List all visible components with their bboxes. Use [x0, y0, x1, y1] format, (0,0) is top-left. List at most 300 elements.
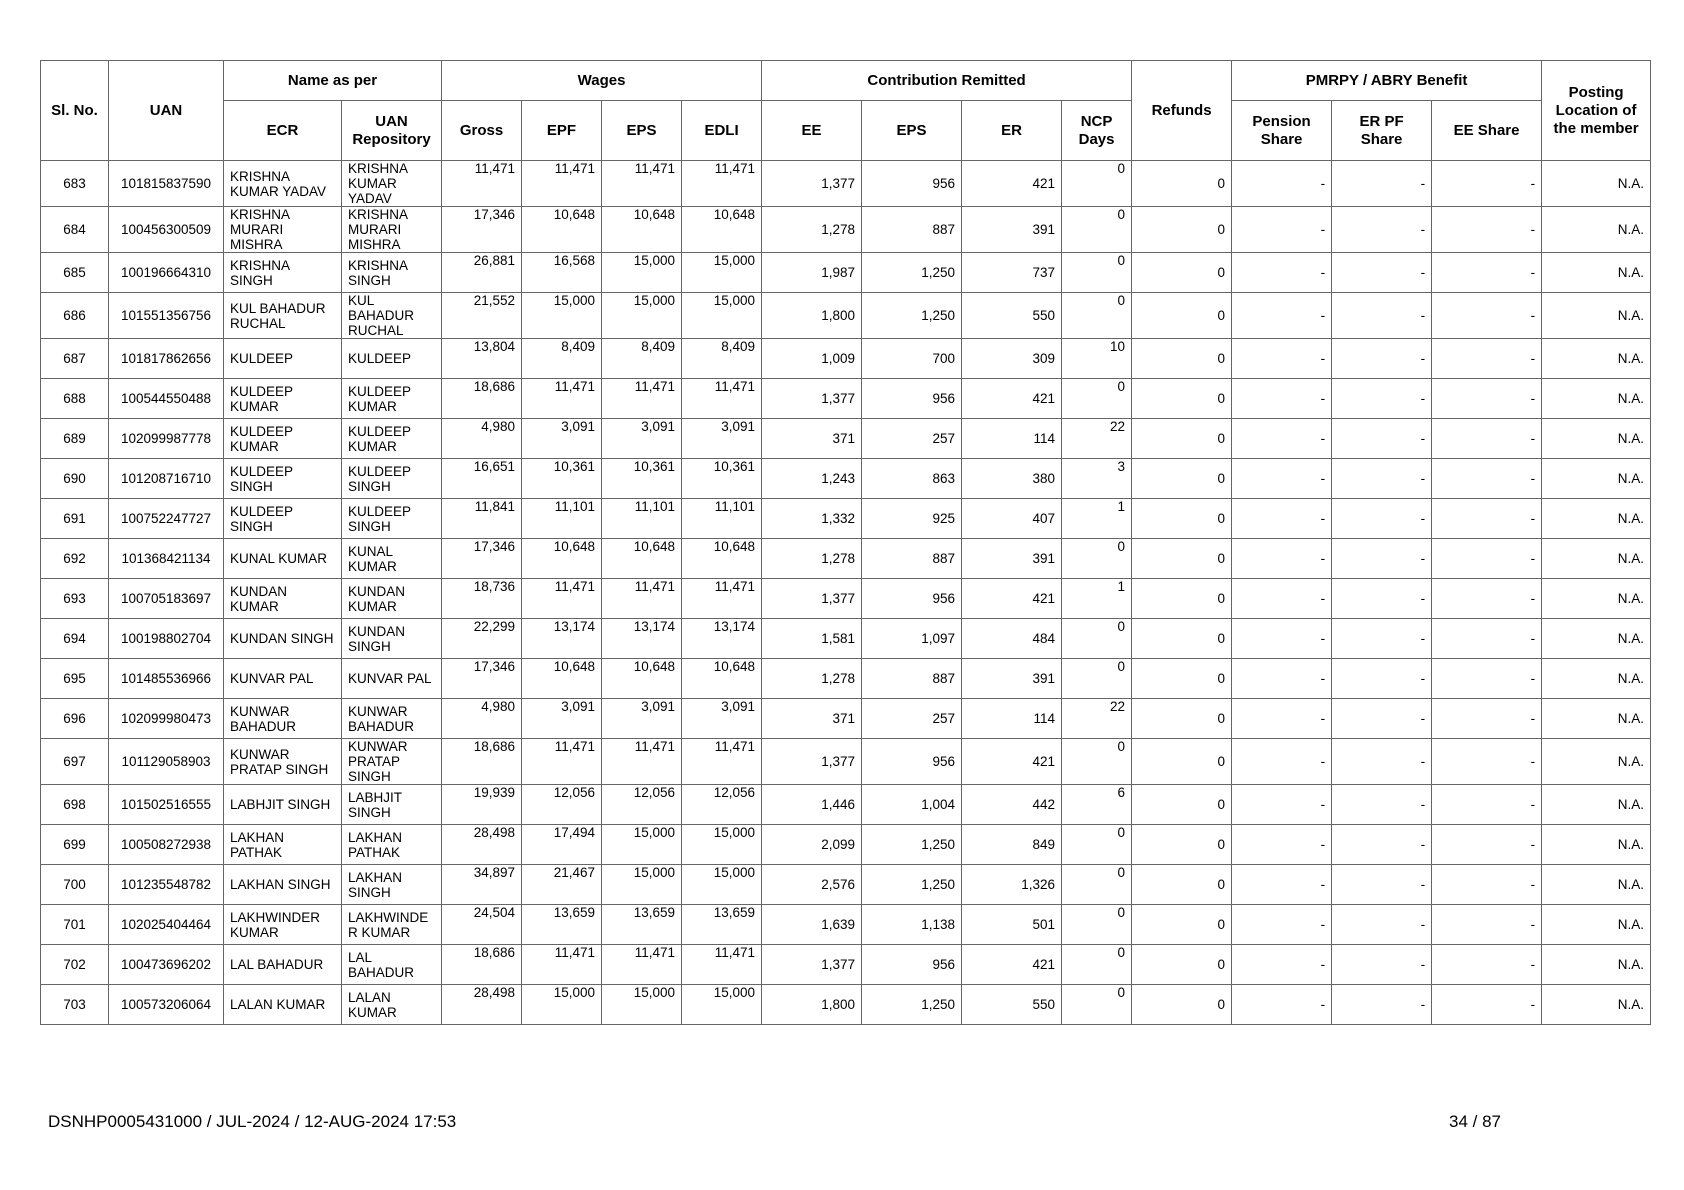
table-row — [41, 253, 1651, 293]
cell-ee: 1,377 — [762, 579, 862, 619]
cell-epf: 8,409 — [522, 339, 602, 379]
cell-name-ecr: KRISHNA MURARI MISHRA — [224, 207, 342, 253]
table-row — [41, 207, 1651, 253]
cell-uan: 102025404464 — [109, 905, 224, 945]
cell-pension-share: - — [1232, 253, 1332, 293]
cell-pension-share: - — [1232, 579, 1332, 619]
cell-ee: 1,377 — [762, 161, 862, 207]
cell-name-ecr: KUNWAR PRATAP SINGH — [224, 739, 342, 785]
cell-eps: 11,471 — [602, 945, 682, 985]
header-refunds: Refunds — [1132, 61, 1232, 161]
cell-gross: 17,346 — [442, 659, 522, 699]
cell-posting-location: N.A. — [1542, 253, 1651, 293]
cell-er: 737 — [962, 253, 1062, 293]
cell-epf: 15,000 — [522, 293, 602, 339]
cell-pension-share: - — [1232, 945, 1332, 985]
cell-posting-location: N.A. — [1542, 579, 1651, 619]
cell-sl-no: 699 — [41, 825, 109, 865]
cell-name-ecr: KULDEEP SINGH — [224, 499, 342, 539]
cell-epf: 10,648 — [522, 207, 602, 253]
table-row — [41, 985, 1651, 1025]
table-row — [41, 293, 1651, 339]
table-row — [41, 785, 1651, 825]
cell-uan: 100573206064 — [109, 985, 224, 1025]
cell-edli: 15,000 — [682, 253, 762, 293]
cell-ee-share: - — [1432, 293, 1542, 339]
cell-epf: 11,471 — [522, 579, 602, 619]
cell-ee: 1,332 — [762, 499, 862, 539]
table-row — [41, 339, 1651, 379]
cell-ee-share: - — [1432, 785, 1542, 825]
cell-er: 421 — [962, 161, 1062, 207]
cell-uan: 101551356756 — [109, 293, 224, 339]
cell-eps: 15,000 — [602, 825, 682, 865]
cell-refunds: 0 — [1132, 945, 1232, 985]
cell-name-ecr: LAL BAHADUR — [224, 945, 342, 985]
cell-posting-location: N.A. — [1542, 659, 1651, 699]
cell-refunds: 0 — [1132, 579, 1232, 619]
cell-posting-location: N.A. — [1542, 459, 1651, 499]
cell-er-pf-share: - — [1332, 785, 1432, 825]
cell-contribution-eps: 887 — [862, 659, 962, 699]
cell-er-pf-share: - — [1332, 825, 1432, 865]
cell-ee-share: - — [1432, 579, 1542, 619]
cell-edli: 13,659 — [682, 905, 762, 945]
table-row — [41, 419, 1651, 459]
cell-contribution-eps: 1,250 — [862, 865, 962, 905]
header-eps: EPS — [602, 101, 682, 161]
cell-er: 550 — [962, 985, 1062, 1025]
cell-pension-share: - — [1232, 785, 1332, 825]
cell-refunds: 0 — [1132, 985, 1232, 1025]
cell-ee-share: - — [1432, 825, 1542, 865]
cell-ee-share: - — [1432, 253, 1542, 293]
cell-ee-share: - — [1432, 161, 1542, 207]
cell-gross: 4,980 — [442, 699, 522, 739]
cell-ee-share: - — [1432, 699, 1542, 739]
cell-eps: 11,471 — [602, 379, 682, 419]
cell-uan: 101817862656 — [109, 339, 224, 379]
cell-contribution-eps: 1,250 — [862, 253, 962, 293]
cell-posting-location: N.A. — [1542, 699, 1651, 739]
cell-er: 380 — [962, 459, 1062, 499]
cell-contribution-eps: 956 — [862, 379, 962, 419]
cell-ee: 1,278 — [762, 207, 862, 253]
cell-name-ecr: KRISHNA KUMAR YADAV — [224, 161, 342, 207]
cell-sl-no: 695 — [41, 659, 109, 699]
cell-name-ecr: KUNDAN SINGH — [224, 619, 342, 659]
cell-posting-location: N.A. — [1542, 905, 1651, 945]
table-row — [41, 825, 1651, 865]
cell-name-ecr: LALAN KUMAR — [224, 985, 342, 1025]
cell-er-pf-share: - — [1332, 739, 1432, 785]
cell-uan: 100752247727 — [109, 499, 224, 539]
table-body — [41, 161, 1651, 1025]
cell-edli: 8,409 — [682, 339, 762, 379]
cell-refunds: 0 — [1132, 207, 1232, 253]
cell-posting-location: N.A. — [1542, 539, 1651, 579]
cell-ncp-days: 22 — [1062, 699, 1132, 739]
cell-posting-location: N.A. — [1542, 739, 1651, 785]
table-row — [41, 619, 1651, 659]
cell-er: 1,326 — [962, 865, 1062, 905]
cell-refunds: 0 — [1132, 161, 1232, 207]
table-row — [41, 659, 1651, 699]
cell-ncp-days: 1 — [1062, 579, 1132, 619]
cell-name-uan-repository: KUNDAN KUMAR — [342, 579, 442, 619]
cell-sl-no: 687 — [41, 339, 109, 379]
cell-posting-location: N.A. — [1542, 945, 1651, 985]
cell-sl-no: 689 — [41, 419, 109, 459]
cell-posting-location: N.A. — [1542, 379, 1651, 419]
cell-name-uan-repository: KULDEEP — [342, 339, 442, 379]
cell-refunds: 0 — [1132, 865, 1232, 905]
cell-edli: 15,000 — [682, 865, 762, 905]
cell-name-ecr: LAKHAN PATHAK — [224, 825, 342, 865]
cell-uan: 100508272938 — [109, 825, 224, 865]
cell-ee: 1,278 — [762, 659, 862, 699]
cell-epf: 15,000 — [522, 985, 602, 1025]
cell-eps: 13,659 — [602, 905, 682, 945]
cell-contribution-eps: 257 — [862, 699, 962, 739]
table-row — [41, 499, 1651, 539]
cell-ee: 1,377 — [762, 379, 862, 419]
cell-ncp-days: 0 — [1062, 619, 1132, 659]
cell-ee-share: - — [1432, 659, 1542, 699]
ecr-members-table — [40, 60, 1651, 1025]
cell-er: 484 — [962, 619, 1062, 659]
cell-uan: 101129058903 — [109, 739, 224, 785]
cell-epf: 11,101 — [522, 499, 602, 539]
header-uan-repository: UAN Repository — [342, 101, 442, 161]
table-row — [41, 865, 1651, 905]
cell-pension-share: - — [1232, 499, 1332, 539]
cell-sl-no: 688 — [41, 379, 109, 419]
cell-pension-share: - — [1232, 739, 1332, 785]
header-er: ER — [962, 101, 1062, 161]
cell-eps: 15,000 — [602, 865, 682, 905]
cell-uan: 101502516555 — [109, 785, 224, 825]
cell-refunds: 0 — [1132, 293, 1232, 339]
cell-contribution-eps: 1,004 — [862, 785, 962, 825]
cell-name-uan-repository: KUNWAR PRATAP SINGH — [342, 739, 442, 785]
cell-uan: 100473696202 — [109, 945, 224, 985]
cell-pension-share: - — [1232, 459, 1332, 499]
cell-pension-share: - — [1232, 659, 1332, 699]
cell-er: 391 — [962, 207, 1062, 253]
cell-eps: 8,409 — [602, 339, 682, 379]
cell-er: 391 — [962, 539, 1062, 579]
cell-ncp-days: 10 — [1062, 339, 1132, 379]
cell-name-uan-repository: KUNVAR PAL — [342, 659, 442, 699]
cell-gross: 17,346 — [442, 207, 522, 253]
cell-eps: 15,000 — [602, 293, 682, 339]
cell-edli: 15,000 — [682, 293, 762, 339]
cell-ee: 1,243 — [762, 459, 862, 499]
cell-er-pf-share: - — [1332, 459, 1432, 499]
cell-name-uan-repository: KUNAL KUMAR — [342, 539, 442, 579]
cell-pension-share: - — [1232, 293, 1332, 339]
cell-refunds: 0 — [1132, 339, 1232, 379]
cell-ee-share: - — [1432, 945, 1542, 985]
cell-name-ecr: KULDEEP KUMAR — [224, 379, 342, 419]
cell-er-pf-share: - — [1332, 865, 1432, 905]
page-number: 34 / 87 — [1449, 1112, 1501, 1131]
cell-posting-location: N.A. — [1542, 419, 1651, 459]
cell-epf: 11,471 — [522, 739, 602, 785]
cell-name-ecr: KUL BAHADUR RUCHAL — [224, 293, 342, 339]
cell-contribution-eps: 956 — [862, 579, 962, 619]
cell-epf: 11,471 — [522, 379, 602, 419]
cell-uan: 100196664310 — [109, 253, 224, 293]
cell-epf: 16,568 — [522, 253, 602, 293]
cell-eps: 11,101 — [602, 499, 682, 539]
cell-posting-location: N.A. — [1542, 499, 1651, 539]
cell-ee-share: - — [1432, 619, 1542, 659]
table-row — [41, 161, 1651, 207]
cell-contribution-eps: 1,250 — [862, 985, 962, 1025]
cell-eps: 15,000 — [602, 985, 682, 1025]
cell-sl-no: 700 — [41, 865, 109, 905]
cell-er-pf-share: - — [1332, 579, 1432, 619]
cell-ee-share: - — [1432, 739, 1542, 785]
cell-contribution-eps: 956 — [862, 945, 962, 985]
cell-posting-location: N.A. — [1542, 865, 1651, 905]
cell-gross: 11,471 — [442, 161, 522, 207]
cell-ee: 2,576 — [762, 865, 862, 905]
cell-refunds: 0 — [1132, 619, 1232, 659]
cell-er-pf-share: - — [1332, 499, 1432, 539]
cell-sl-no: 702 — [41, 945, 109, 985]
cell-ee-share: - — [1432, 459, 1542, 499]
cell-ee-share: - — [1432, 539, 1542, 579]
cell-er-pf-share: - — [1332, 699, 1432, 739]
cell-gross: 13,804 — [442, 339, 522, 379]
cell-refunds: 0 — [1132, 659, 1232, 699]
cell-posting-location: N.A. — [1542, 293, 1651, 339]
cell-eps: 13,174 — [602, 619, 682, 659]
cell-name-uan-repository: KRISHNA SINGH — [342, 253, 442, 293]
cell-pension-share: - — [1232, 419, 1332, 459]
cell-posting-location: N.A. — [1542, 825, 1651, 865]
cell-er-pf-share: - — [1332, 339, 1432, 379]
cell-refunds: 0 — [1132, 419, 1232, 459]
cell-gross: 28,498 — [442, 985, 522, 1025]
header-ee: EE — [762, 101, 862, 161]
cell-ee-share: - — [1432, 499, 1542, 539]
cell-pension-share: - — [1232, 161, 1332, 207]
cell-eps: 15,000 — [602, 253, 682, 293]
header-contribution-remitted: Contribution Remitted — [762, 61, 1132, 101]
cell-edli: 12,056 — [682, 785, 762, 825]
cell-sl-no: 685 — [41, 253, 109, 293]
cell-sl-no: 693 — [41, 579, 109, 619]
cell-name-ecr: KUNDAN KUMAR — [224, 579, 342, 619]
cell-pension-share: - — [1232, 905, 1332, 945]
cell-name-uan-repository: LALAN KUMAR — [342, 985, 442, 1025]
cell-epf: 10,361 — [522, 459, 602, 499]
cell-pension-share: - — [1232, 379, 1332, 419]
cell-ee-share: - — [1432, 985, 1542, 1025]
cell-contribution-eps: 1,250 — [862, 825, 962, 865]
table-row — [41, 379, 1651, 419]
cell-contribution-eps: 956 — [862, 739, 962, 785]
cell-er: 309 — [962, 339, 1062, 379]
cell-name-ecr: LAKHAN SINGH — [224, 865, 342, 905]
cell-epf: 10,648 — [522, 659, 602, 699]
cell-name-uan-repository: LABHJIT SINGH — [342, 785, 442, 825]
cell-sl-no: 691 — [41, 499, 109, 539]
cell-contribution-eps: 257 — [862, 419, 962, 459]
table-row — [41, 459, 1651, 499]
cell-ncp-days: 0 — [1062, 293, 1132, 339]
cell-gross: 17,346 — [442, 539, 522, 579]
cell-name-uan-repository: KUNDAN SINGH — [342, 619, 442, 659]
cell-contribution-eps: 863 — [862, 459, 962, 499]
cell-contribution-eps: 887 — [862, 539, 962, 579]
cell-ee-share: - — [1432, 379, 1542, 419]
header-epf: EPF — [522, 101, 602, 161]
cell-contribution-eps: 887 — [862, 207, 962, 253]
cell-uan: 102099987778 — [109, 419, 224, 459]
cell-ee-share: - — [1432, 905, 1542, 945]
cell-refunds: 0 — [1132, 459, 1232, 499]
cell-ncp-days: 0 — [1062, 945, 1132, 985]
header-name-as-per: Name as per — [224, 61, 442, 101]
cell-name-uan-repository: LAKHWINDE R KUMAR — [342, 905, 442, 945]
cell-ncp-days: 1 — [1062, 499, 1132, 539]
cell-er-pf-share: - — [1332, 293, 1432, 339]
cell-ee: 1,800 — [762, 293, 862, 339]
cell-uan: 101368421134 — [109, 539, 224, 579]
cell-gross: 18,686 — [442, 379, 522, 419]
header-ecr: ECR — [224, 101, 342, 161]
cell-er: 407 — [962, 499, 1062, 539]
cell-refunds: 0 — [1132, 253, 1232, 293]
cell-uan: 100456300509 — [109, 207, 224, 253]
cell-epf: 11,471 — [522, 161, 602, 207]
cell-sl-no: 684 — [41, 207, 109, 253]
header-pmrpy-abry: PMRPY / ABRY Benefit — [1232, 61, 1542, 101]
table-row — [41, 579, 1651, 619]
header-uan: UAN — [109, 61, 224, 161]
cell-sl-no: 692 — [41, 539, 109, 579]
cell-er: 442 — [962, 785, 1062, 825]
cell-er: 550 — [962, 293, 1062, 339]
cell-ee: 1,581 — [762, 619, 862, 659]
cell-sl-no: 690 — [41, 459, 109, 499]
cell-name-ecr: KULDEEP SINGH — [224, 459, 342, 499]
cell-ncp-days: 22 — [1062, 419, 1132, 459]
cell-eps: 3,091 — [602, 699, 682, 739]
cell-posting-location: N.A. — [1542, 619, 1651, 659]
cell-name-ecr: KUNAL KUMAR — [224, 539, 342, 579]
cell-ncp-days: 0 — [1062, 539, 1132, 579]
cell-pension-share: - — [1232, 699, 1332, 739]
cell-sl-no: 698 — [41, 785, 109, 825]
table-row — [41, 945, 1651, 985]
cell-edli: 11,471 — [682, 579, 762, 619]
cell-er-pf-share: - — [1332, 253, 1432, 293]
cell-ncp-days: 0 — [1062, 865, 1132, 905]
cell-contribution-eps: 1,138 — [862, 905, 962, 945]
cell-contribution-eps: 1,250 — [862, 293, 962, 339]
cell-er-pf-share: - — [1332, 419, 1432, 459]
cell-ncp-days: 6 — [1062, 785, 1132, 825]
header-wages: Wages — [442, 61, 762, 101]
cell-name-uan-repository: LAKHAN SINGH — [342, 865, 442, 905]
table-row — [41, 699, 1651, 739]
header-gross: Gross — [442, 101, 522, 161]
cell-er: 421 — [962, 945, 1062, 985]
cell-er-pf-share: - — [1332, 539, 1432, 579]
table-row — [41, 905, 1651, 945]
cell-name-uan-repository: KUL BAHADUR RUCHAL — [342, 293, 442, 339]
cell-edli: 3,091 — [682, 419, 762, 459]
cell-ee: 1,009 — [762, 339, 862, 379]
cell-gross: 21,552 — [442, 293, 522, 339]
cell-name-uan-repository: KULDEEP SINGH — [342, 499, 442, 539]
cell-er-pf-share: - — [1332, 207, 1432, 253]
cell-gross: 22,299 — [442, 619, 522, 659]
cell-epf: 13,659 — [522, 905, 602, 945]
cell-er-pf-share: - — [1332, 985, 1432, 1025]
cell-pension-share: - — [1232, 339, 1332, 379]
cell-edli: 10,361 — [682, 459, 762, 499]
cell-pension-share: - — [1232, 207, 1332, 253]
cell-name-ecr: KULDEEP KUMAR — [224, 419, 342, 459]
cell-name-uan-repository: KULDEEP KUMAR — [342, 419, 442, 459]
cell-epf: 21,467 — [522, 865, 602, 905]
cell-edli: 11,471 — [682, 945, 762, 985]
cell-edli: 11,471 — [682, 739, 762, 785]
cell-name-uan-repository: KRISHNA MURARI MISHRA — [342, 207, 442, 253]
cell-er-pf-share: - — [1332, 905, 1432, 945]
header-pension-share: Pension Share — [1232, 101, 1332, 161]
cell-sl-no: 697 — [41, 739, 109, 785]
cell-ee: 1,800 — [762, 985, 862, 1025]
cell-ee: 2,099 — [762, 825, 862, 865]
cell-sl-no: 703 — [41, 985, 109, 1025]
cell-ncp-days: 3 — [1062, 459, 1132, 499]
cell-ncp-days: 0 — [1062, 739, 1132, 785]
cell-posting-location: N.A. — [1542, 339, 1651, 379]
cell-pension-share: - — [1232, 865, 1332, 905]
header-posting-location: Posting Location of the member — [1542, 61, 1651, 161]
cell-epf: 11,471 — [522, 945, 602, 985]
cell-gross: 4,980 — [442, 419, 522, 459]
cell-uan: 101208716710 — [109, 459, 224, 499]
cell-edli: 15,000 — [682, 825, 762, 865]
cell-er-pf-share: - — [1332, 659, 1432, 699]
cell-epf: 12,056 — [522, 785, 602, 825]
cell-contribution-eps: 925 — [862, 499, 962, 539]
cell-er-pf-share: - — [1332, 161, 1432, 207]
cell-ee: 1,377 — [762, 739, 862, 785]
cell-er-pf-share: - — [1332, 619, 1432, 659]
cell-gross: 28,498 — [442, 825, 522, 865]
cell-name-ecr: LAKHWINDER KUMAR — [224, 905, 342, 945]
cell-uan: 101485536966 — [109, 659, 224, 699]
cell-eps: 10,648 — [602, 539, 682, 579]
cell-eps: 11,471 — [602, 739, 682, 785]
cell-refunds: 0 — [1132, 905, 1232, 945]
cell-ncp-days: 0 — [1062, 253, 1132, 293]
cell-gross: 16,651 — [442, 459, 522, 499]
cell-edli: 11,101 — [682, 499, 762, 539]
cell-name-uan-repository: LAKHAN PATHAK — [342, 825, 442, 865]
cell-ee: 371 — [762, 699, 862, 739]
